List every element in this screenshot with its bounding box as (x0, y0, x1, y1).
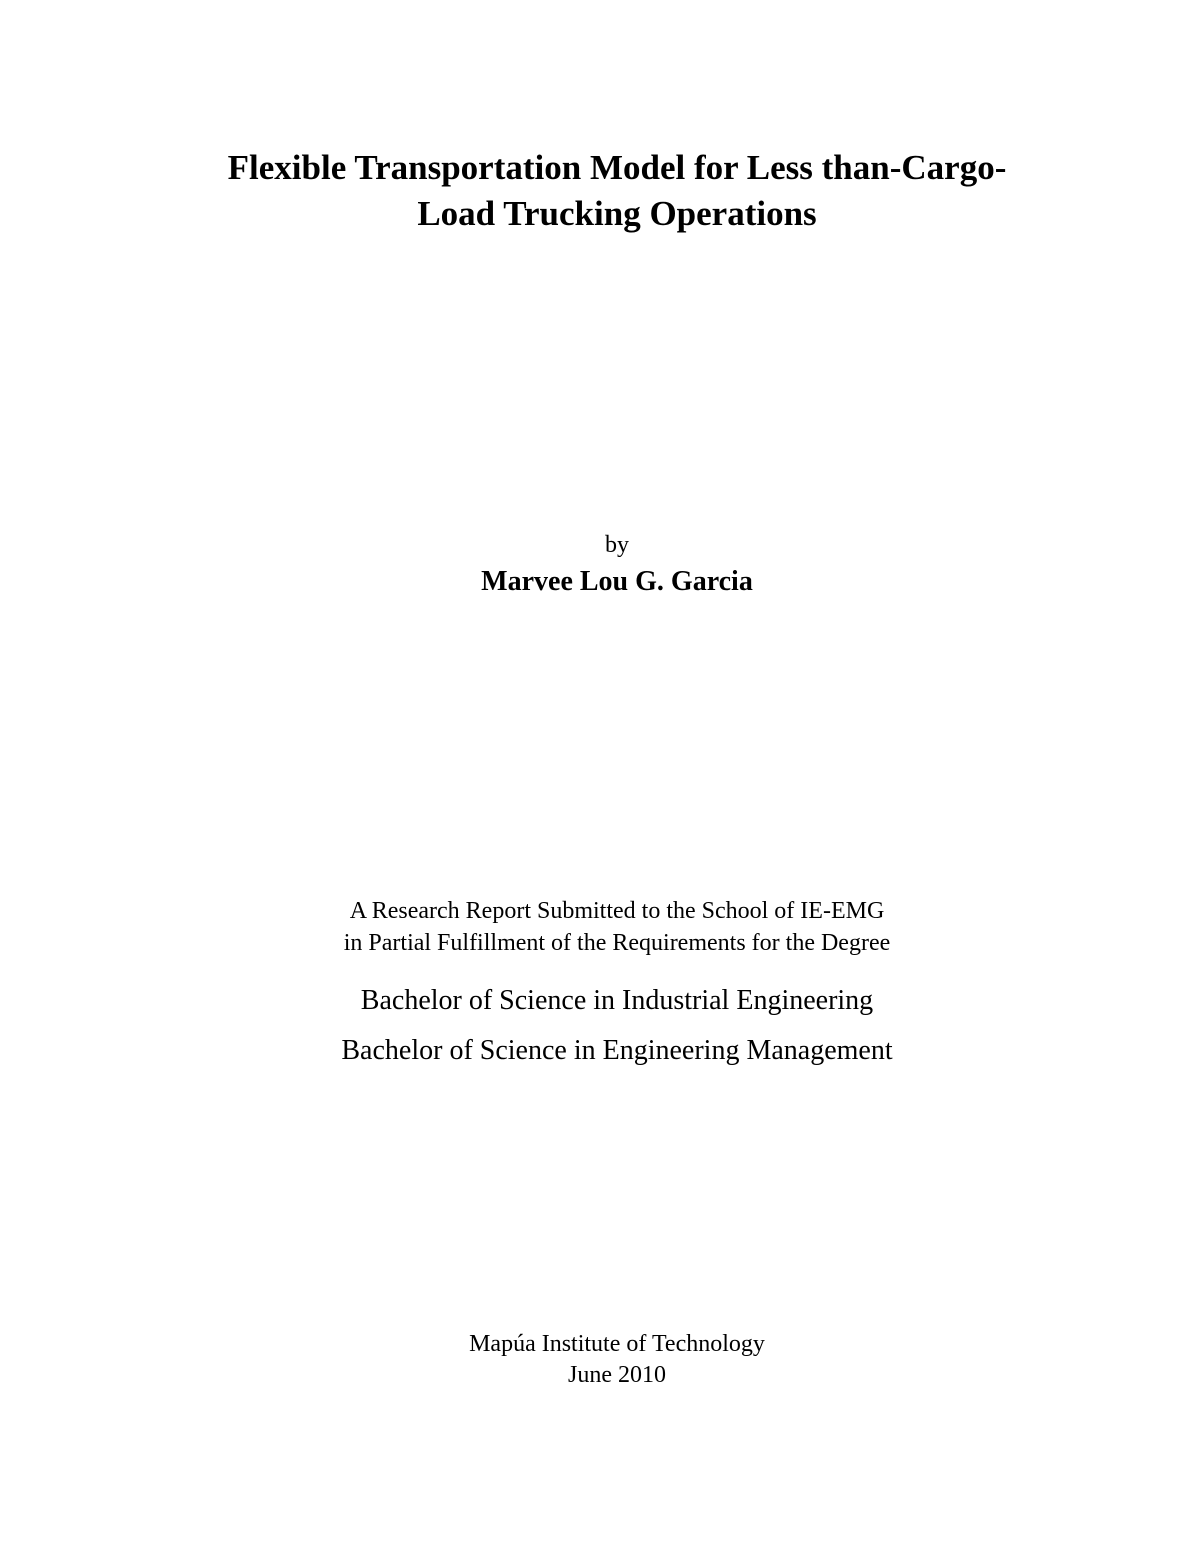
submission-date: June 2010 (568, 1362, 666, 1388)
author-name: Marvee Lou G. Garcia (481, 566, 753, 597)
degree-industrial-engineering: Bachelor of Science in Industrial Engineering (360, 985, 874, 1016)
report-title-line-1: Flexible Transportation Model for Less than-Cargo- (227, 148, 1007, 187)
institution-name: Mapúa Institute of Technology (469, 1331, 765, 1357)
report-title-line-2: Load Trucking Operations (417, 194, 817, 233)
degree-engineering-management: Bachelor of Science in Engineering Management (341, 1035, 893, 1066)
submission-statement-line-1: A Research Report Submitted to the School of IE-EMG (349, 898, 885, 924)
submission-statement-line-2: in Partial Fulfillment of the Requirements for the Degree (343, 930, 891, 956)
by-label: by (605, 532, 629, 558)
